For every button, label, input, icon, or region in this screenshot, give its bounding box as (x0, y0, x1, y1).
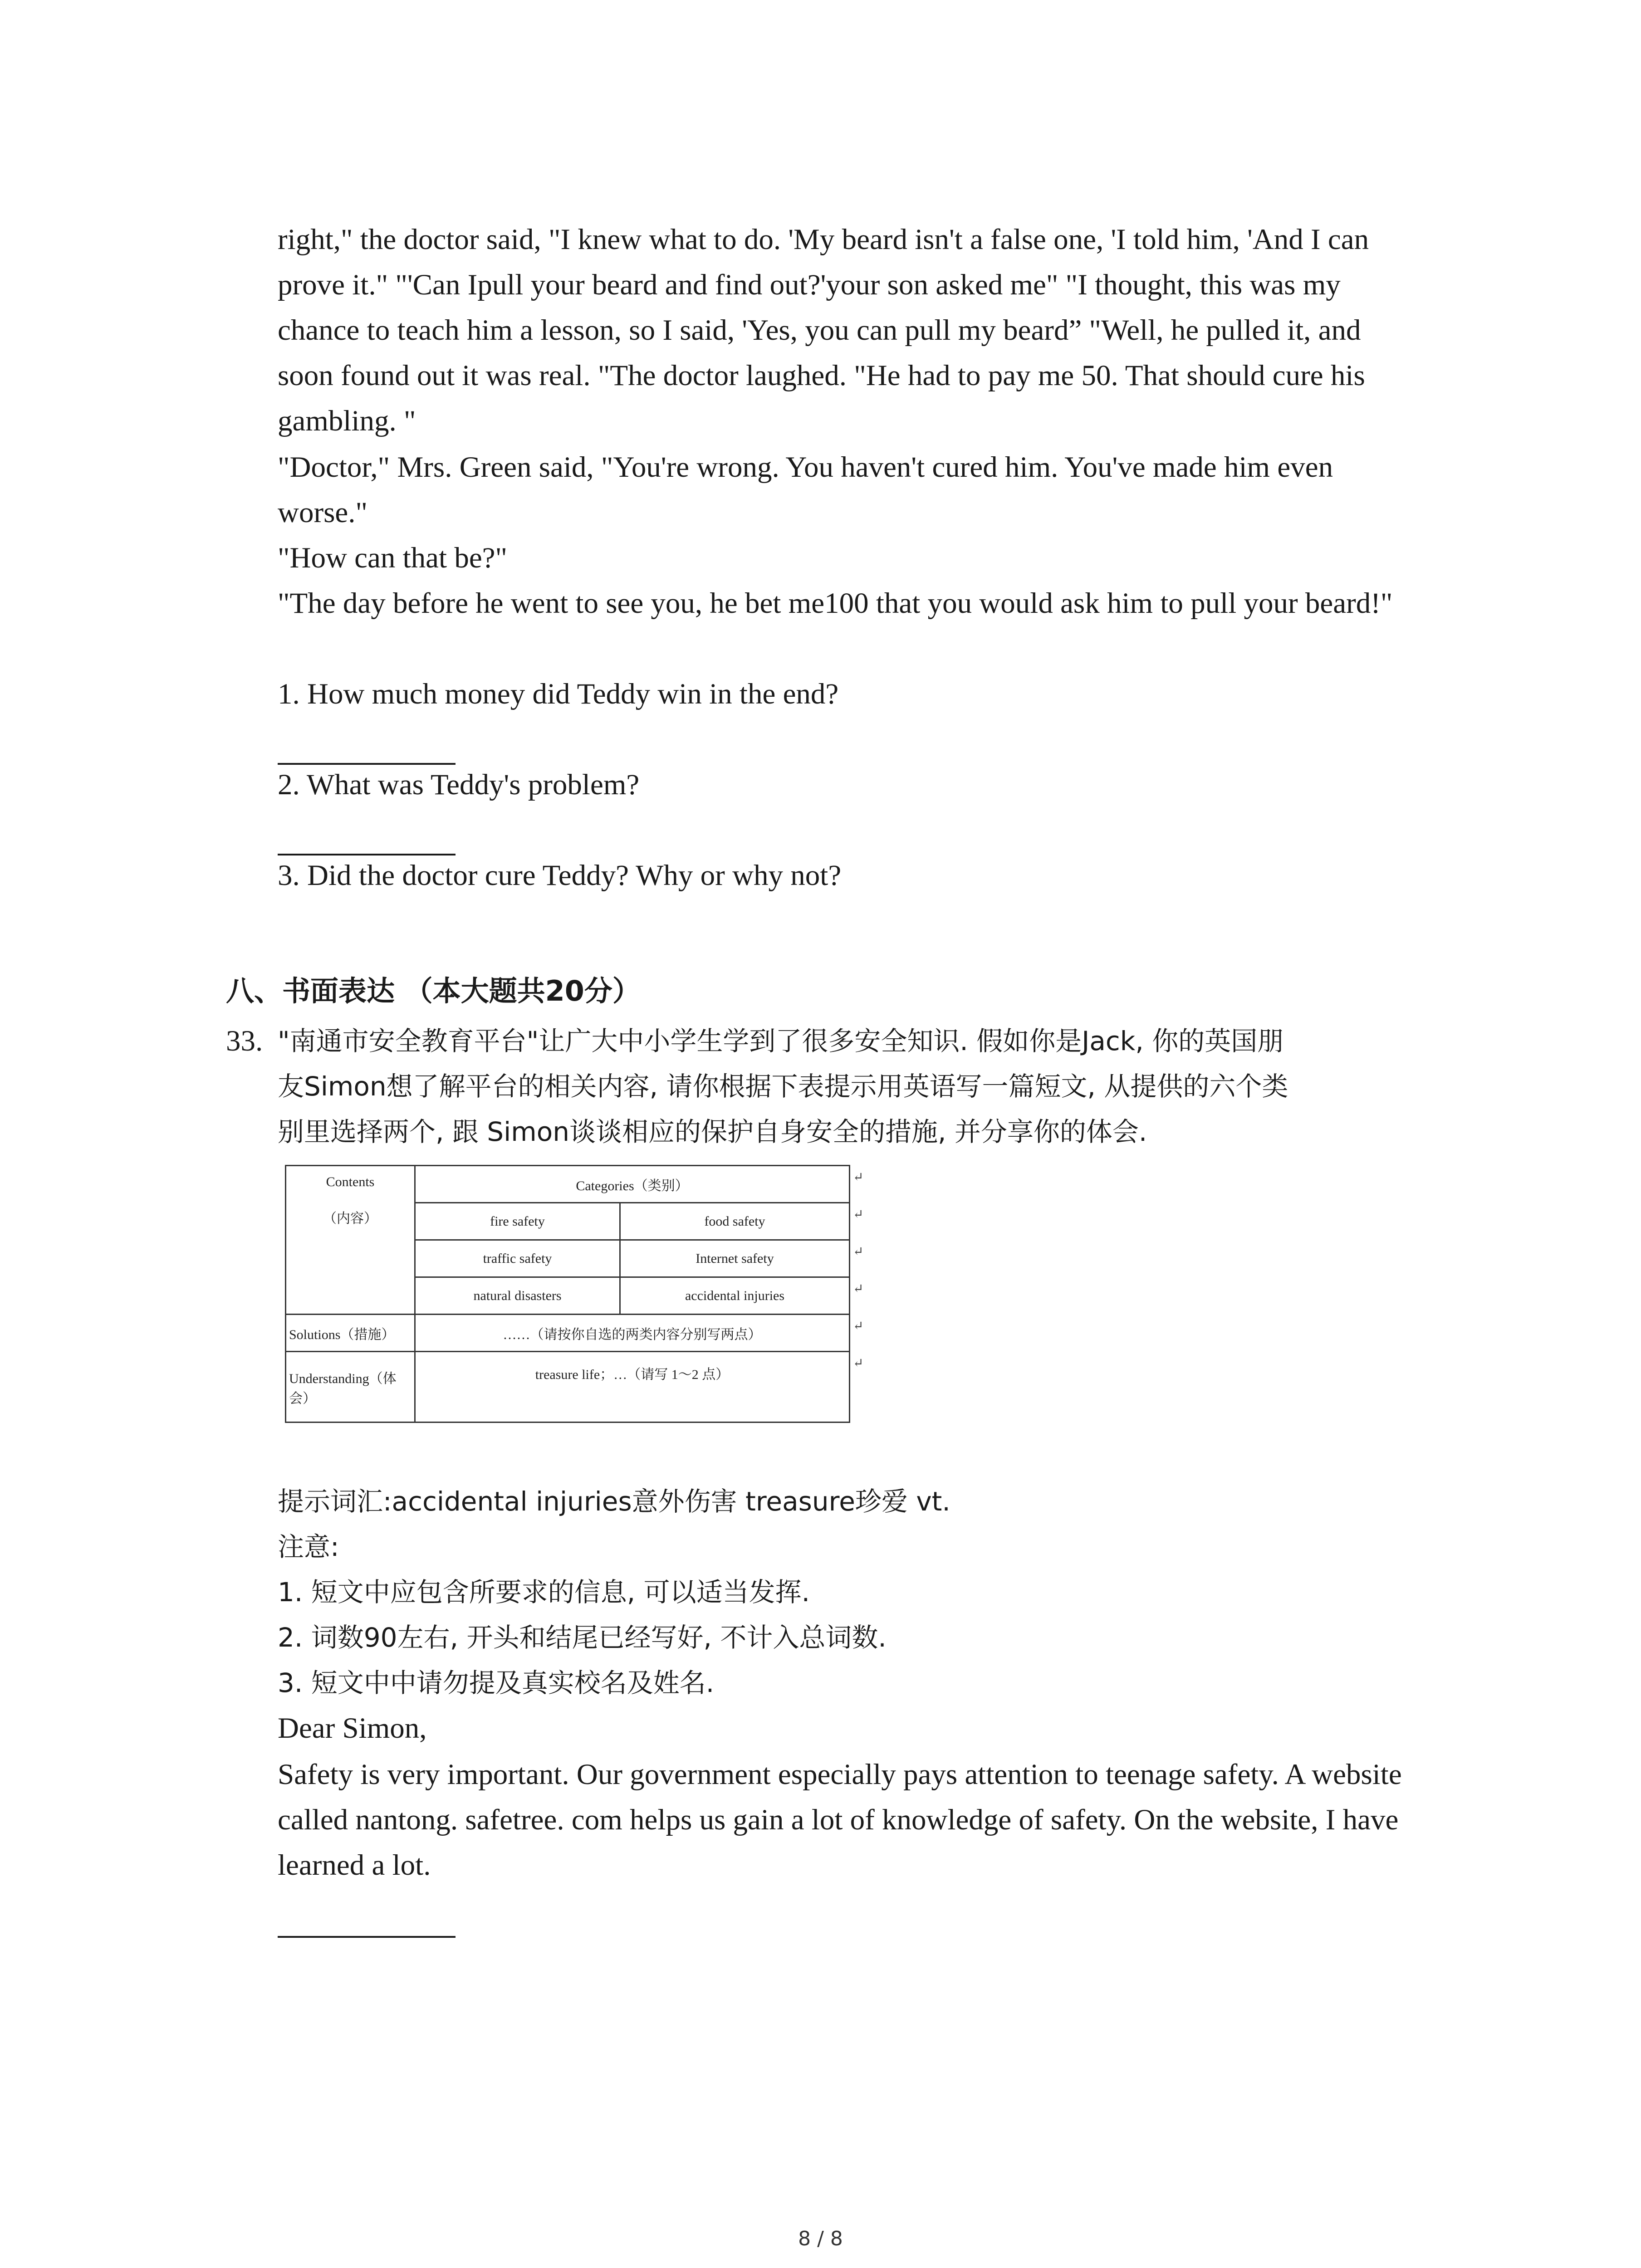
task-prompt-line: 别里选择两个, 跟 Simon谈谈相应的保护自身安全的措施, 并分享你的体会. (278, 1116, 1147, 1147)
note-title: 注意: (278, 1531, 339, 1562)
category-cell: Internet safety (620, 1240, 850, 1277)
paragraph-mark-icon: ↵ (853, 1356, 864, 1370)
letter-line: called nantong. safetree. com helps us gain a lot of knowledge of safety. On the website, I have (278, 1804, 1399, 1836)
category-cell: fire safety (415, 1203, 620, 1240)
category-cell: traffic safety (415, 1240, 620, 1277)
question-2: 2. What was Teddy's problem? (278, 768, 640, 801)
letter-line: learned a lot. (278, 1849, 431, 1882)
safety-categories-table (285, 1165, 850, 1423)
solutions-label: Solutions（措施） (286, 1315, 415, 1352)
contents-cell (286, 1166, 415, 1315)
paragraph-mark-icon: ↵ (853, 1245, 864, 1259)
story-line: "Doctor," Mrs. Green said, "You're wrong. You haven't cured him. You've made him even (278, 451, 1333, 484)
contents-label: Contents (326, 1174, 375, 1189)
story-line: soon found out it was real. "The doctor laughed. "He had to pay me 50. That should cure his (278, 359, 1365, 392)
answer-blank-1[interactable] (278, 763, 456, 765)
question-1: 1. How much money did Teddy win in the end? (278, 678, 839, 710)
story-line: gambling. " (278, 405, 416, 437)
question-3: 3. Did the doctor cure Teddy? Why or why not? (278, 859, 842, 892)
paragraph-mark-icon: ↵ (853, 1319, 864, 1333)
story-line: "The day before he went to see you, he bet me100 that you would ask him to pull your beard!" (278, 587, 1393, 620)
story-line: worse." (278, 496, 368, 529)
category-cell: natural disasters (415, 1277, 620, 1315)
paragraph-mark-icon: ↵ (853, 1207, 864, 1222)
story-line: "How can that be?" (278, 542, 508, 574)
letter-greeting: Dear Simon, (278, 1712, 427, 1745)
note-item: 3. 短文中中请勿提及真实校名及姓名. (278, 1667, 715, 1698)
understanding-label: Understanding（体会） (286, 1352, 415, 1422)
story-line: chance to teach him a lesson, so I said, 'Yes, you can pull my beard” "Well, he pulled it, and (278, 314, 1361, 347)
task-prompt-line: 友Simon想了解平台的相关内容, 请你根据下表提示用英语写一篇短文, 从提供的六个类 (278, 1071, 1288, 1102)
answer-blank-letter[interactable] (278, 1936, 456, 1938)
categories-header: Categories（类别） (415, 1166, 850, 1203)
contents-cn: （内容） (323, 1211, 377, 1226)
category-cell: accidental injuries (620, 1277, 850, 1315)
story-line: prove it." "'Can Ipull your beard and find out?'your son asked me" "I thought, this was my (278, 269, 1341, 301)
letter-line: Safety is very important. Our government especially pays attention to teenage safety. A website (278, 1758, 1402, 1791)
page-number: 8 / 8 (798, 2227, 843, 2250)
story-line: right," the doctor said, "I knew what to do. 'My beard isn't a false one, 'I told him, 'And I can (278, 223, 1369, 256)
understanding-value: treasure life；…（请写 1～2 点） (415, 1352, 850, 1422)
paragraph-mark-icon: ↵ (853, 1170, 864, 1184)
category-cell: food safety (620, 1203, 850, 1240)
note-item: 1. 短文中应包含所要求的信息, 可以适当发挥. (278, 1577, 810, 1608)
answer-blank-2[interactable] (278, 854, 456, 855)
vocab-hint: 提示词汇:accidental injuries意外伤害 treasure珍爱 vt. (278, 1486, 950, 1517)
question-number: 33. (226, 1025, 263, 1057)
note-item: 2. 词数90左右, 开头和结尾已经写好, 不计入总词数. (278, 1622, 887, 1653)
task-prompt-line: "南通市安全教育平台"让广大中小学生学到了很多安全知识. 假如你是Jack, 你的英国朋 (278, 1026, 1284, 1056)
paragraph-mark-icon: ↵ (853, 1282, 864, 1296)
section-title: 八、书面表达 （本大题共20分） (226, 974, 641, 1007)
solutions-value: ……（请按你自选的两类内容分别写两点） (415, 1315, 850, 1352)
